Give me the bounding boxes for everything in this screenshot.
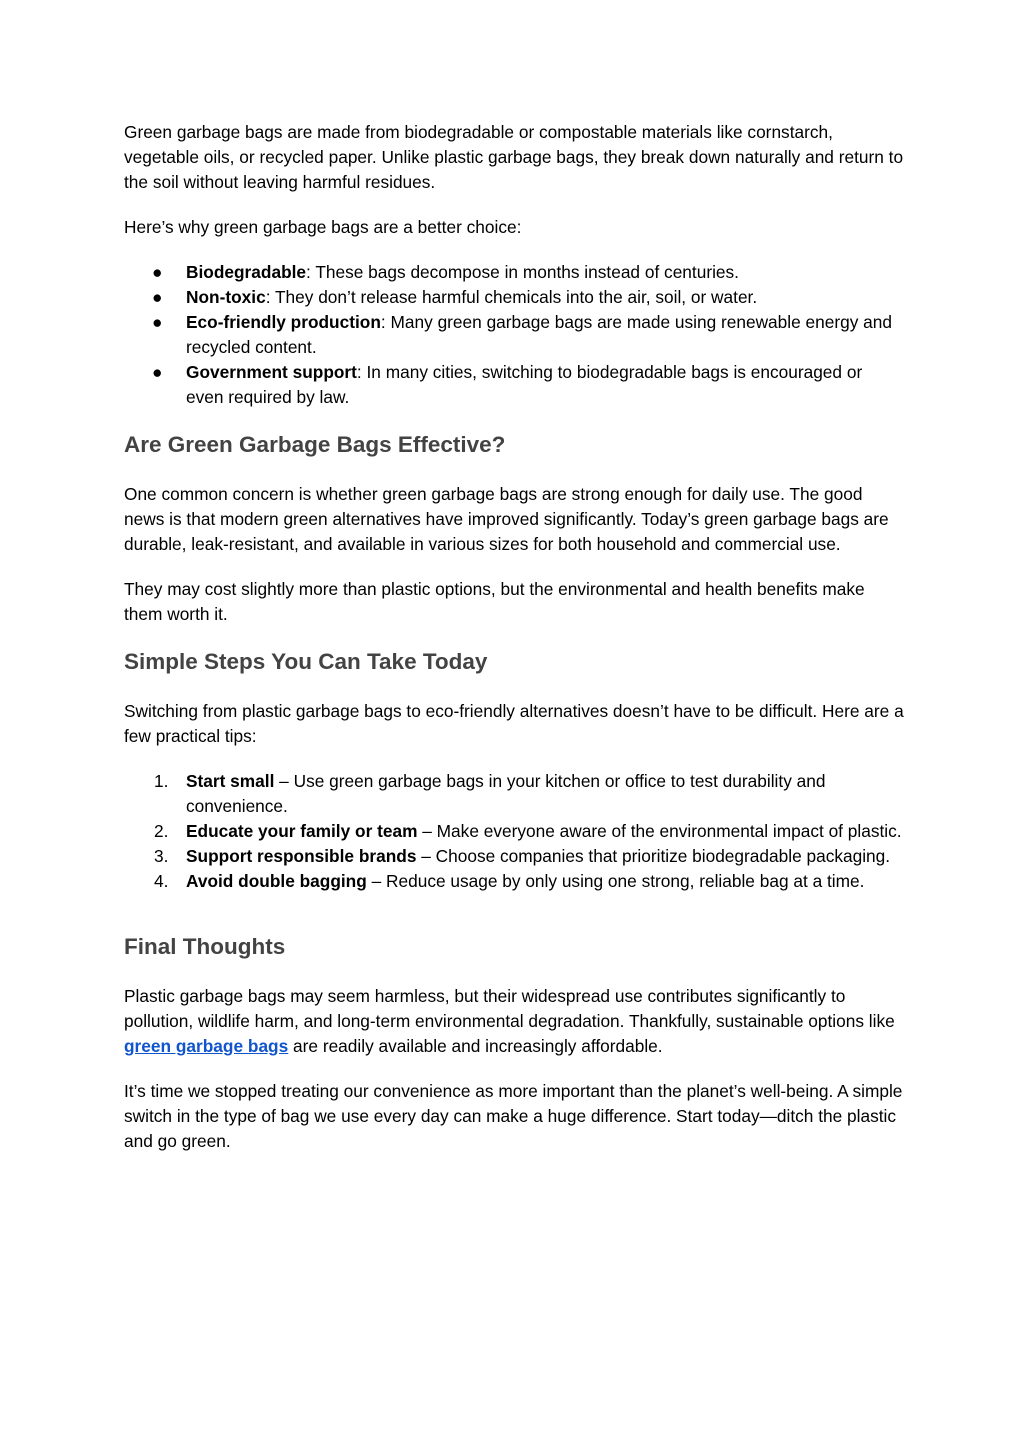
list-item-term: Government support bbox=[186, 362, 357, 382]
list-item-text: – Choose companies that prioritize biodegradable packaging. bbox=[416, 846, 891, 866]
effective-paragraph-1: One common concern is whether green garbage bags are strong enough for daily use. The good news is that modern green alternatives have improved significantly. Today’s green garbage bags are durable, leak-resistant, and available in various sizes for both household and commercial use. bbox=[124, 484, 889, 554]
bullet-icon: ● bbox=[152, 312, 163, 332]
section-heading-steps: Simple Steps You Can Take Today bbox=[124, 649, 488, 674]
list-item bbox=[124, 310, 904, 360]
green-garbage-bags-link[interactable]: green garbage bags bbox=[124, 1036, 289, 1056]
steps-intro-paragraph: Switching from plastic garbage bags to eco-friendly alternatives doesn’t have to be difficult. Here are a few practical tips: bbox=[124, 701, 904, 746]
list-item bbox=[124, 869, 904, 894]
list-item bbox=[124, 285, 904, 310]
list-item bbox=[124, 844, 904, 869]
benefits-intro-paragraph: Here’s why green garbage bags are a better choice: bbox=[124, 217, 522, 237]
intro-paragraph: Green garbage bags are made from biodegradable or compostable materials like cornstarch, vegetable oils, or recycled paper. Unlike plastic garbage bags, they break down naturally and return to the soil without leaving harmful residues. bbox=[124, 122, 904, 192]
list-item-text: – Make everyone aware of the environmental impact of plastic. bbox=[417, 821, 902, 841]
list-item-text: – Reduce usage by only using one strong, reliable bag at a time. bbox=[366, 871, 865, 891]
list-number: 3. bbox=[154, 846, 169, 866]
list-number: 1. bbox=[154, 771, 169, 791]
bullet-icon: ● bbox=[152, 262, 163, 282]
steps-list bbox=[124, 769, 904, 894]
list-item-text: – Use green garbage bags in your kitchen or office to test durability and convenience. bbox=[186, 771, 826, 816]
final-paragraph-2: It’s time we stopped treating our convenience as more important than the planet’s well-being. A simple switch in the type of bag we use every day can make a huge difference. Start today—ditch the plastic and go green. bbox=[124, 1081, 903, 1151]
list-item bbox=[124, 260, 904, 285]
final-text-before-link: Plastic garbage bags may seem harmless, but their widespread use contributes significantly to pollution, wildlife harm, and long-term environmental degradation. Thankfully, sustainable options like bbox=[124, 986, 895, 1031]
list-item-term: Eco-friendly production bbox=[186, 312, 381, 332]
list-item-term: Start small bbox=[186, 771, 275, 791]
list-item bbox=[124, 360, 904, 410]
list-item bbox=[124, 769, 904, 819]
list-number: 4. bbox=[154, 871, 169, 891]
list-item-text: : In many cities, switching to biodegradable bags is encouraged or even required by law. bbox=[186, 362, 863, 407]
list-item-term: Non-toxic bbox=[186, 287, 266, 307]
list-item bbox=[124, 819, 904, 844]
section-heading-effective: Are Green Garbage Bags Effective? bbox=[124, 432, 506, 457]
list-item-term: Support responsible brands bbox=[186, 846, 417, 866]
effective-paragraph-2: They may cost slightly more than plastic options, but the environmental and health benefits make them worth it. bbox=[124, 579, 865, 624]
document-page bbox=[124, 120, 904, 1174]
list-item-term: Educate your family or team bbox=[186, 821, 418, 841]
final-paragraph-1 bbox=[124, 984, 904, 1059]
bullet-icon: ● bbox=[152, 362, 163, 382]
list-item-term: Avoid double bagging bbox=[186, 871, 367, 891]
final-text-after-link: are readily available and increasingly affordable. bbox=[288, 1036, 663, 1056]
section-heading-final: Final Thoughts bbox=[124, 934, 286, 959]
list-number: 2. bbox=[154, 821, 169, 841]
list-item-text: : These bags decompose in months instead of centuries. bbox=[306, 262, 739, 282]
list-item-text: : Many green garbage bags are made using renewable energy and recycled content. bbox=[186, 312, 893, 357]
benefits-list bbox=[124, 260, 904, 410]
list-item-term: Biodegradable bbox=[186, 262, 307, 282]
bullet-icon: ● bbox=[152, 287, 163, 307]
list-item-text: : They don’t release harmful chemicals into the air, soil, or water. bbox=[265, 287, 758, 307]
